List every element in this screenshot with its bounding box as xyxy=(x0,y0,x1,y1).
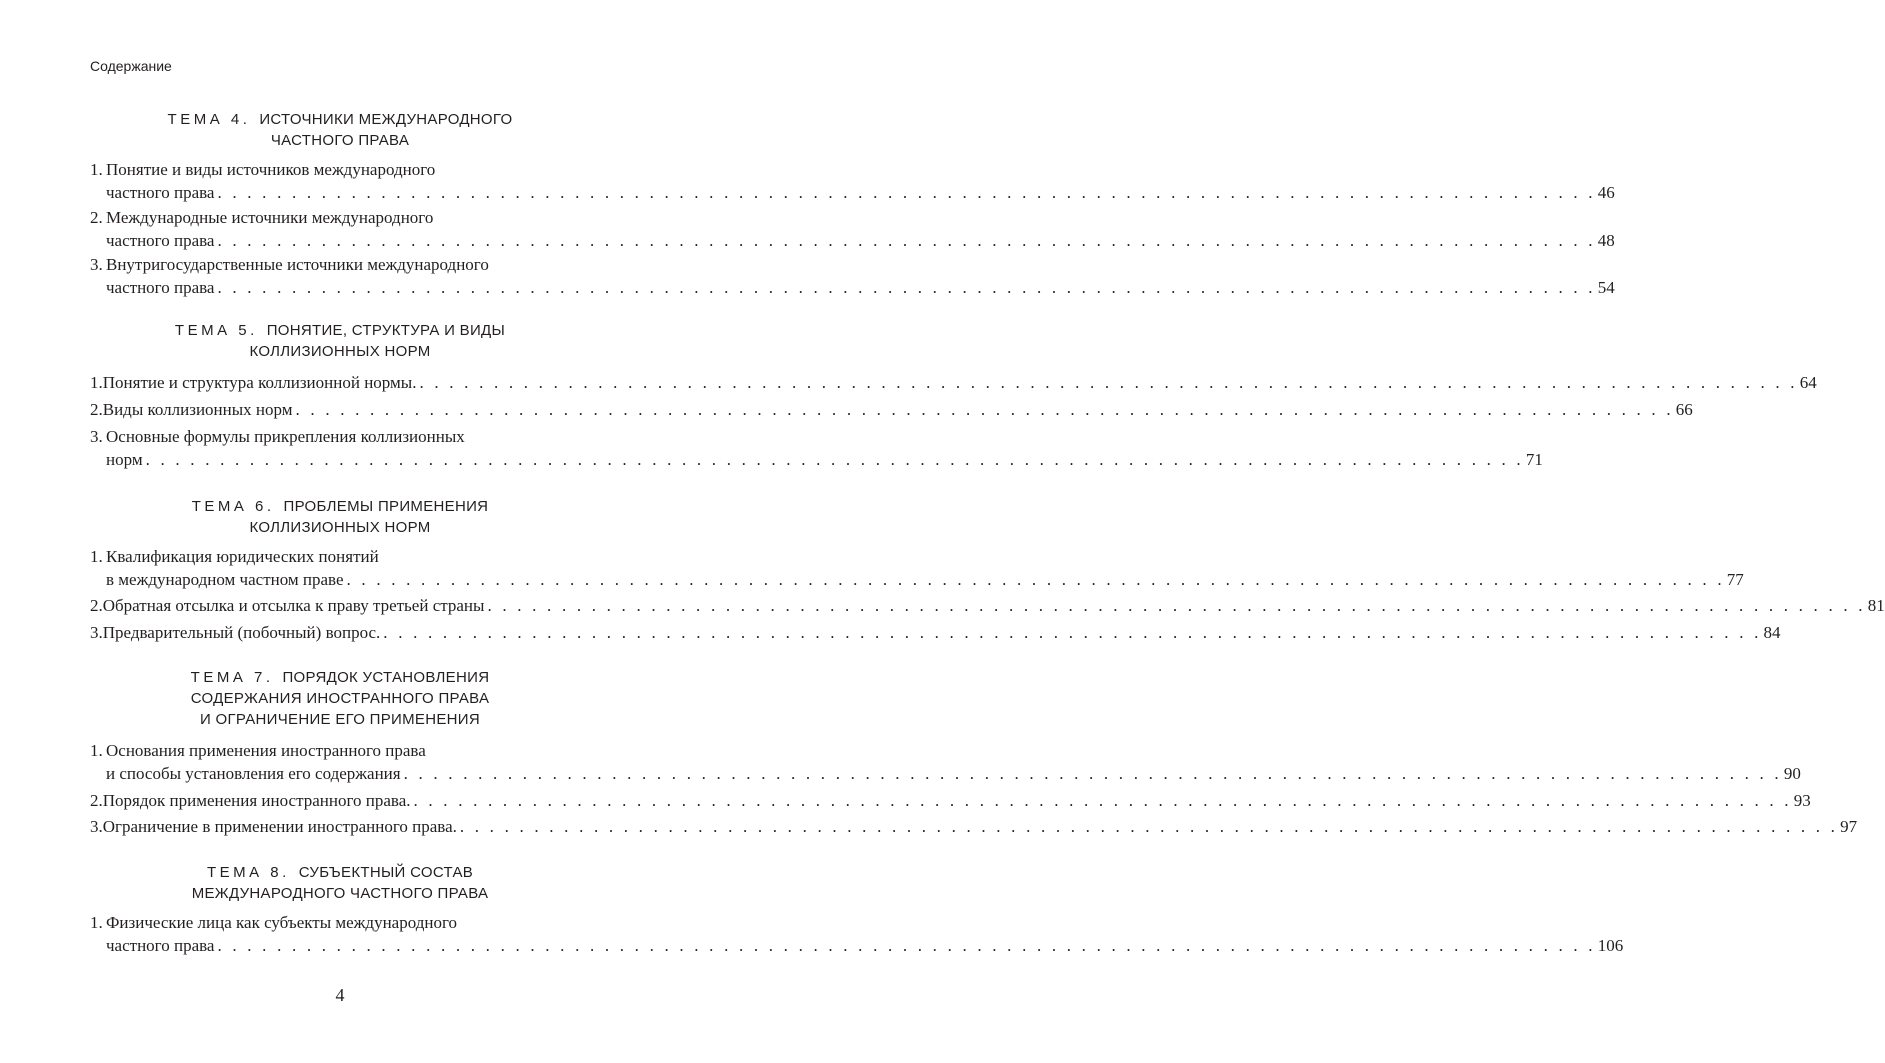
entry-title-cont: норм xyxy=(106,450,143,469)
toc-entry[interactable] xyxy=(90,739,1801,785)
leader-dots: . . . . . . . . . . . . . . . . . . . . . . . . . . . . . . . . . . . . . . . . . . . . . . . . . . . . . . . . . . . . . . . . . . . . . . . . . . . . . . . . . . . . . . . . . . . . . xyxy=(346,570,1725,589)
entry-number: 2. xyxy=(90,791,103,810)
leader-dots: . . . . . . . . . . . . . . . . . . . . . . . . . . . . . . . . . . . . . . . . . . . . . . . . . . . . . . . . . . . . . . . . . . . . . . . . . . . . . . . . . . . . . . . . . . . . . xyxy=(217,231,1596,250)
page-number: 106 xyxy=(1597,936,1624,955)
entry-title-cont: и способы установления его содержания xyxy=(106,764,401,783)
entry-number: 3. xyxy=(90,427,103,446)
entry-title: Основания применения иностранного права xyxy=(106,741,426,760)
topic-title-line: КОЛЛИЗИОННЫХ НОРМ xyxy=(249,519,431,536)
entry-number: 1. xyxy=(90,373,103,392)
topic-title-line: ИСТОЧНИКИ МЕЖДУНАРОДНОГО xyxy=(259,111,513,128)
topic-label: ТЕМА 6. xyxy=(191,498,275,515)
entry-title-cont: частного права xyxy=(106,231,215,250)
entry-title: Предварительный (побочный) вопрос. xyxy=(102,623,381,642)
topic-heading xyxy=(0,109,680,151)
page-number: 46 xyxy=(1597,183,1615,202)
entry-title: Квалификация юридических понятий xyxy=(106,547,379,566)
entry-number: 1. xyxy=(90,913,103,932)
page-number: 48 xyxy=(1597,231,1615,250)
leader-dots: . . . . . . . . . . . . . . . . . . . . . . . . . . . . . . . . . . . . . . . . . . . . . . . . . . . . . . . . . . . . . . . . . . . . . . . . . . . . . . . . . . . . . . . . . . . . . xyxy=(459,817,1839,836)
toc-entry[interactable] xyxy=(90,371,1817,394)
toc-entry[interactable] xyxy=(90,594,1885,617)
entry-title: Порядок применения иностранного права. xyxy=(102,791,411,810)
toc-entry[interactable] xyxy=(90,425,1543,471)
entry-title-cont: частного права xyxy=(106,278,215,297)
entry-title-cont: частного права xyxy=(106,183,215,202)
entry-number: 3. xyxy=(90,623,103,642)
leader-dots: . . . . . . . . . . . . . . . . . . . . . . . . . . . . . . . . . . . . . . . . . . . . . . . . . . . . . . . . . . . . . . . . . . . . . . . . . . . . . . . . . . . . . . . . . . . . . xyxy=(217,183,1596,202)
leader-dots: . . . . . . . . . . . . . . . . . . . . . . . . . . . . . . . . . . . . . . . . . . . . . . . . . . . . . . . . . . . . . . . . . . . . . . . . . . . . . . . . . . . . . . . . . . . . . xyxy=(419,373,1798,392)
topic-label: ТЕМА 5. xyxy=(174,322,258,339)
running-header: Содержание xyxy=(90,58,172,74)
entry-title: Основные формулы прикрепления коллизионных xyxy=(106,427,465,446)
page-number: 77 xyxy=(1726,570,1744,589)
entry-title-cont: частного права xyxy=(106,936,215,955)
entry-title-cont: в международном частном праве xyxy=(106,570,344,589)
leader-dots: . . . . . . . . . . . . . . . . . . . . . . . . . . . . . . . . . . . . . . . . . . . . . . . . . . . . . . . . . . . . . . . . . . . . . . . . . . . . . . . . . . . . . . . . . . . . . xyxy=(383,623,1762,642)
toc-entry[interactable] xyxy=(90,545,1744,591)
page-number: 71 xyxy=(1525,450,1543,469)
entry-title: Понятие и структура коллизионной нормы. xyxy=(102,373,417,392)
leader-dots: . . . . . . . . . . . . . . . . . . . . . . . . . . . . . . . . . . . . . . . . . . . . . . . . . . . . . . . . . . . . . . . . . . . . . . . . . . . . . . . . . . . . . . . . . . . . . xyxy=(217,278,1596,297)
entry-number: 2. xyxy=(90,208,103,227)
toc-entry[interactable] xyxy=(90,911,1624,957)
topic-title-line: СОДЕРЖАНИЯ ИНОСТРАННОГО ПРАВА xyxy=(190,690,490,707)
topic-title-line: МЕЖДУНАРОДНОГО ЧАСТНОГО ПРАВА xyxy=(191,885,489,902)
topic-title-line: И ОГРАНИЧЕНИЕ ЕГО ПРИМЕНЕНИЯ xyxy=(199,711,481,728)
topic-title-line: СУБЪЕКТНЫЙ СОСТАВ xyxy=(298,864,474,881)
entry-title: Понятие и виды источников международного xyxy=(106,160,436,179)
entry-title: Физические лица как субъекты международного xyxy=(106,913,458,932)
page-number: 84 xyxy=(1763,623,1781,642)
toc-entry[interactable] xyxy=(90,206,1615,252)
page-number: 93 xyxy=(1793,791,1811,810)
toc-entry[interactable] xyxy=(90,158,1615,204)
leader-dots: . . . . . . . . . . . . . . . . . . . . . . . . . . . . . . . . . . . . . . . . . . . . . . . . . . . . . . . . . . . . . . . . . . . . . . . . . . . . . . . . . . . . . . . . . . . . . xyxy=(295,400,1674,419)
leader-dots: . . . . . . . . . . . . . . . . . . . . . . . . . . . . . . . . . . . . . . . . . . . . . . . . . . . . . . . . . . . . . . . . . . . . . . . . . . . . . . . . . . . . . . . . . . . . . xyxy=(217,936,1596,955)
leader-dots: . . . . . . . . . . . . . . . . . . . . . . . . . . . . . . . . . . . . . . . . . . . . . . . . . . . . . . . . . . . . . . . . . . . . . . . . . . . . . . . . . . . . . . . . . . . . . xyxy=(413,791,1792,810)
entry-number: 3. xyxy=(90,255,103,274)
entry-title: Внутригосударственные источники международного xyxy=(106,255,489,274)
page-number: 90 xyxy=(1783,764,1801,783)
entry-number: 2. xyxy=(90,596,103,615)
topic-title-line: ПОРЯДОК УСТАНОВЛЕНИЯ xyxy=(282,669,490,686)
entry-number: 3. xyxy=(90,817,103,836)
leader-dots: . . . . . . . . . . . . . . . . . . . . . . . . . . . . . . . . . . . . . . . . . . . . . . . . . . . . . . . . . . . . . . . . . . . . . . . . . . . . . . . . . . . . . . . . . . . . . xyxy=(145,450,1524,469)
topic-title-line: ПРОБЛЕМЫ ПРИМЕНЕНИЯ xyxy=(283,498,489,515)
entry-title: Международные источники международного xyxy=(106,208,434,227)
topic-title-line: ЧАСТНОГО ПРАВА xyxy=(270,132,410,149)
entry-number: 2. xyxy=(90,400,103,419)
page-number: 81 xyxy=(1867,596,1885,615)
leader-dots: . . . . . . . . . . . . . . . . . . . . . . . . . . . . . . . . . . . . . . . . . . . . . . . . . . . . . . . . . . . . . . . . . . . . . . . . . . . . . . . . . . . . . . . . . . . . . xyxy=(487,596,1866,615)
toc-entry[interactable] xyxy=(90,253,1615,299)
entry-title: Виды коллизионных норм xyxy=(102,400,293,419)
topic-label: ТЕМА 8. xyxy=(206,864,290,881)
page-number: 97 xyxy=(1840,817,1858,836)
topic-label: ТЕМА 4. xyxy=(167,111,251,128)
topic-title-line: ПОНЯТИЕ, СТРУКТУРА И ВИДЫ xyxy=(266,322,506,339)
page-number: 54 xyxy=(1597,278,1615,297)
leader-dots: . . . . . . . . . . . . . . . . . . . . . . . . . . . . . . . . . . . . . . . . . . . . . . . . . . . . . . . . . . . . . . . . . . . . . . . . . . . . . . . . . . . . . . . . . . . . . xyxy=(403,764,1782,783)
topic-title-line: КОЛЛИЗИОННЫХ НОРМ xyxy=(249,343,431,360)
toc-entry[interactable] xyxy=(90,621,1781,644)
toc-entry[interactable] xyxy=(90,815,1858,838)
entry-title: Ограничение в применении иностранного права. xyxy=(102,817,457,836)
page-number: 64 xyxy=(1799,373,1817,392)
entry-title: Обратная отсылка и отсылка к праву третьей страны xyxy=(102,596,485,615)
topic-heading xyxy=(0,667,680,730)
toc-entry[interactable] xyxy=(90,398,1693,421)
topic-heading xyxy=(0,496,680,538)
topic-heading xyxy=(0,862,680,904)
folio-page-number: 4 xyxy=(335,985,345,1005)
toc-entry[interactable] xyxy=(90,789,1811,812)
topic-label: ТЕМА 7. xyxy=(190,669,274,686)
entry-number: 1. xyxy=(90,547,103,566)
entry-number: 1. xyxy=(90,160,103,179)
page-number: 66 xyxy=(1675,400,1693,419)
topic-heading xyxy=(0,320,680,362)
entry-number: 1. xyxy=(90,741,103,760)
